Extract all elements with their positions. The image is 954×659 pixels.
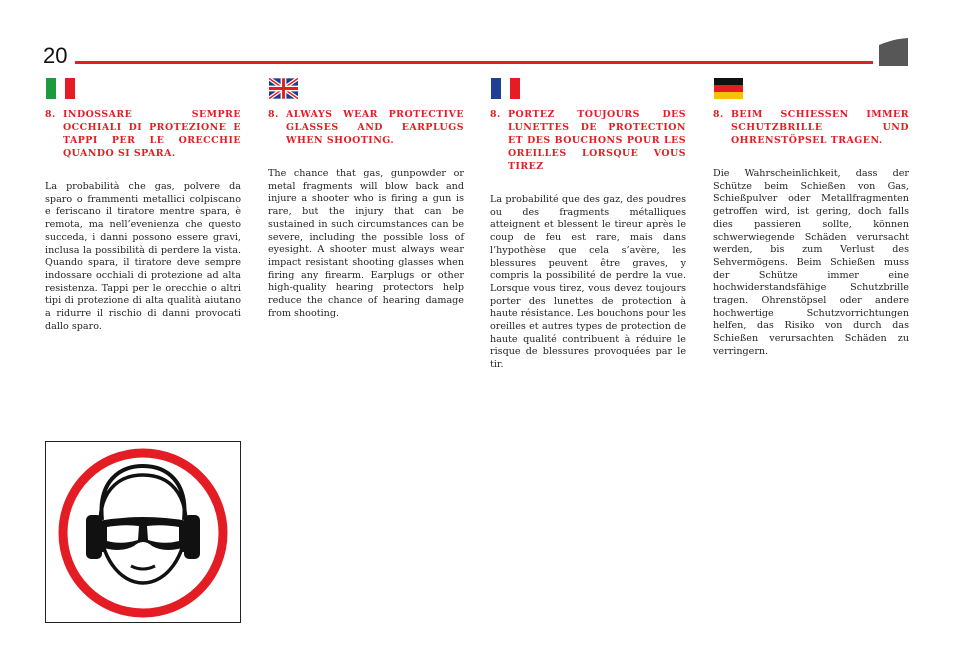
section-body: La probabilità che gas, polvere da sparo o frammenti metallici colpiscano e feriscano il tiratore mentre spara, è remota, ma nell’evenienza che questo succeda, i danni possono essere gravi, inclusa la possibilità di perdere la vista. Quando spara, il tiratore deve sempre indossare occhiali di protezione ad alta resistenza. Tappi per le orecchie o altri tipi di protezione di alta qualità aiutano a ridurre il rischio di danni provocati dallo sparo.: [45, 181, 241, 332]
section-number: 8.: [713, 109, 724, 120]
section-italian: [45, 78, 241, 333]
section-german: [713, 78, 909, 359]
corner-tab-icon: [879, 38, 908, 66]
section-heading: [268, 108, 464, 147]
section-body: Die Wahrscheinlichkeit, dass der Schütze beim Schießen von Gas, Schießpulver oder Metallfragmenten getroffen wird, ist gering, doch falls dies passieren sollte, können schwerwiegende Schäden verursacht werden, bis zum Verlust des Sehvermögens. Beim Schießen muss der Schütze immer eine hochwiderstandsfähige Schutzbrille tragen. Ohrenstöpsel oder andere hochwertige Schutzvorrichtungen helfen, das Risiko von durch das Schießen verursachten Schäden zu verringern.: [713, 168, 909, 357]
section-heading-text: ALWAYS WEAR PROTECTIVE GLASSES AND EARPLUGS WHEN SHOOTING.: [286, 109, 464, 146]
section-heading-text: INDOSSARE SEMPRE OCCHIALI DI PROTEZIONE E TAPPI PER LE ORECCHIE QUANDO SI SPARA.: [63, 109, 241, 159]
section-english: [268, 78, 464, 320]
german-flag-icon: [714, 78, 743, 99]
section-body: The chance that gas, gunpowder or metal fragments will blow back and injure a shooter who is firing a gun is rare, but the injury that can be sustained in such circumstances can be severe, including the possible loss of eyesight. A shooter must always wear impact resistant shooting glasses when firing any firearm. Earplugs or other high-quality hearing protectors help reduce the chance of hearing damage from shooting.: [268, 168, 464, 319]
uk-flag-icon: [269, 78, 298, 99]
section-heading-text: BEIM SCHIESSEN IMMER SCHUTZBRILLE UND OHRENSTÖPSEL TRAGEN.: [731, 109, 909, 146]
header-rule: [75, 61, 873, 64]
french-flag-icon: [491, 78, 520, 99]
section-french: [490, 78, 686, 372]
section-heading-text: PORTEZ TOUJOURS DES LUNETTES DE PROTECTION ET DES BOUCHONS POUR LES OREILLES LORSQUE VOUS TIREZ: [508, 109, 686, 172]
section-number: 8.: [45, 109, 56, 120]
section-heading: [45, 108, 241, 160]
italian-flag-icon: [46, 78, 75, 99]
safety-sign-box: [45, 441, 241, 623]
section-heading: [490, 108, 686, 173]
section-body: La probabilité que des gaz, des poudres ou des fragments métalliques atteignent et blessent le tireur après le coup de feu est rare, mais dans l’hypothèse que cela s’avère, les blessures peuvent être graves, y compris la possibilité de perdre la vue. Lorsque vous tirez, vous devez toujours porter des lunettes de protection à haute résistance. Les bouchons pour les oreilles et autres types de protection de haute qualité contribuent à réduire le risque de blessures provoquées par le tir.: [490, 194, 686, 371]
eye-and-ear-protection-icon: [46, 442, 240, 622]
section-number: 8.: [268, 109, 279, 120]
section-number: 8.: [490, 109, 501, 120]
page-number: 20: [43, 43, 68, 68]
section-heading: [713, 108, 909, 147]
